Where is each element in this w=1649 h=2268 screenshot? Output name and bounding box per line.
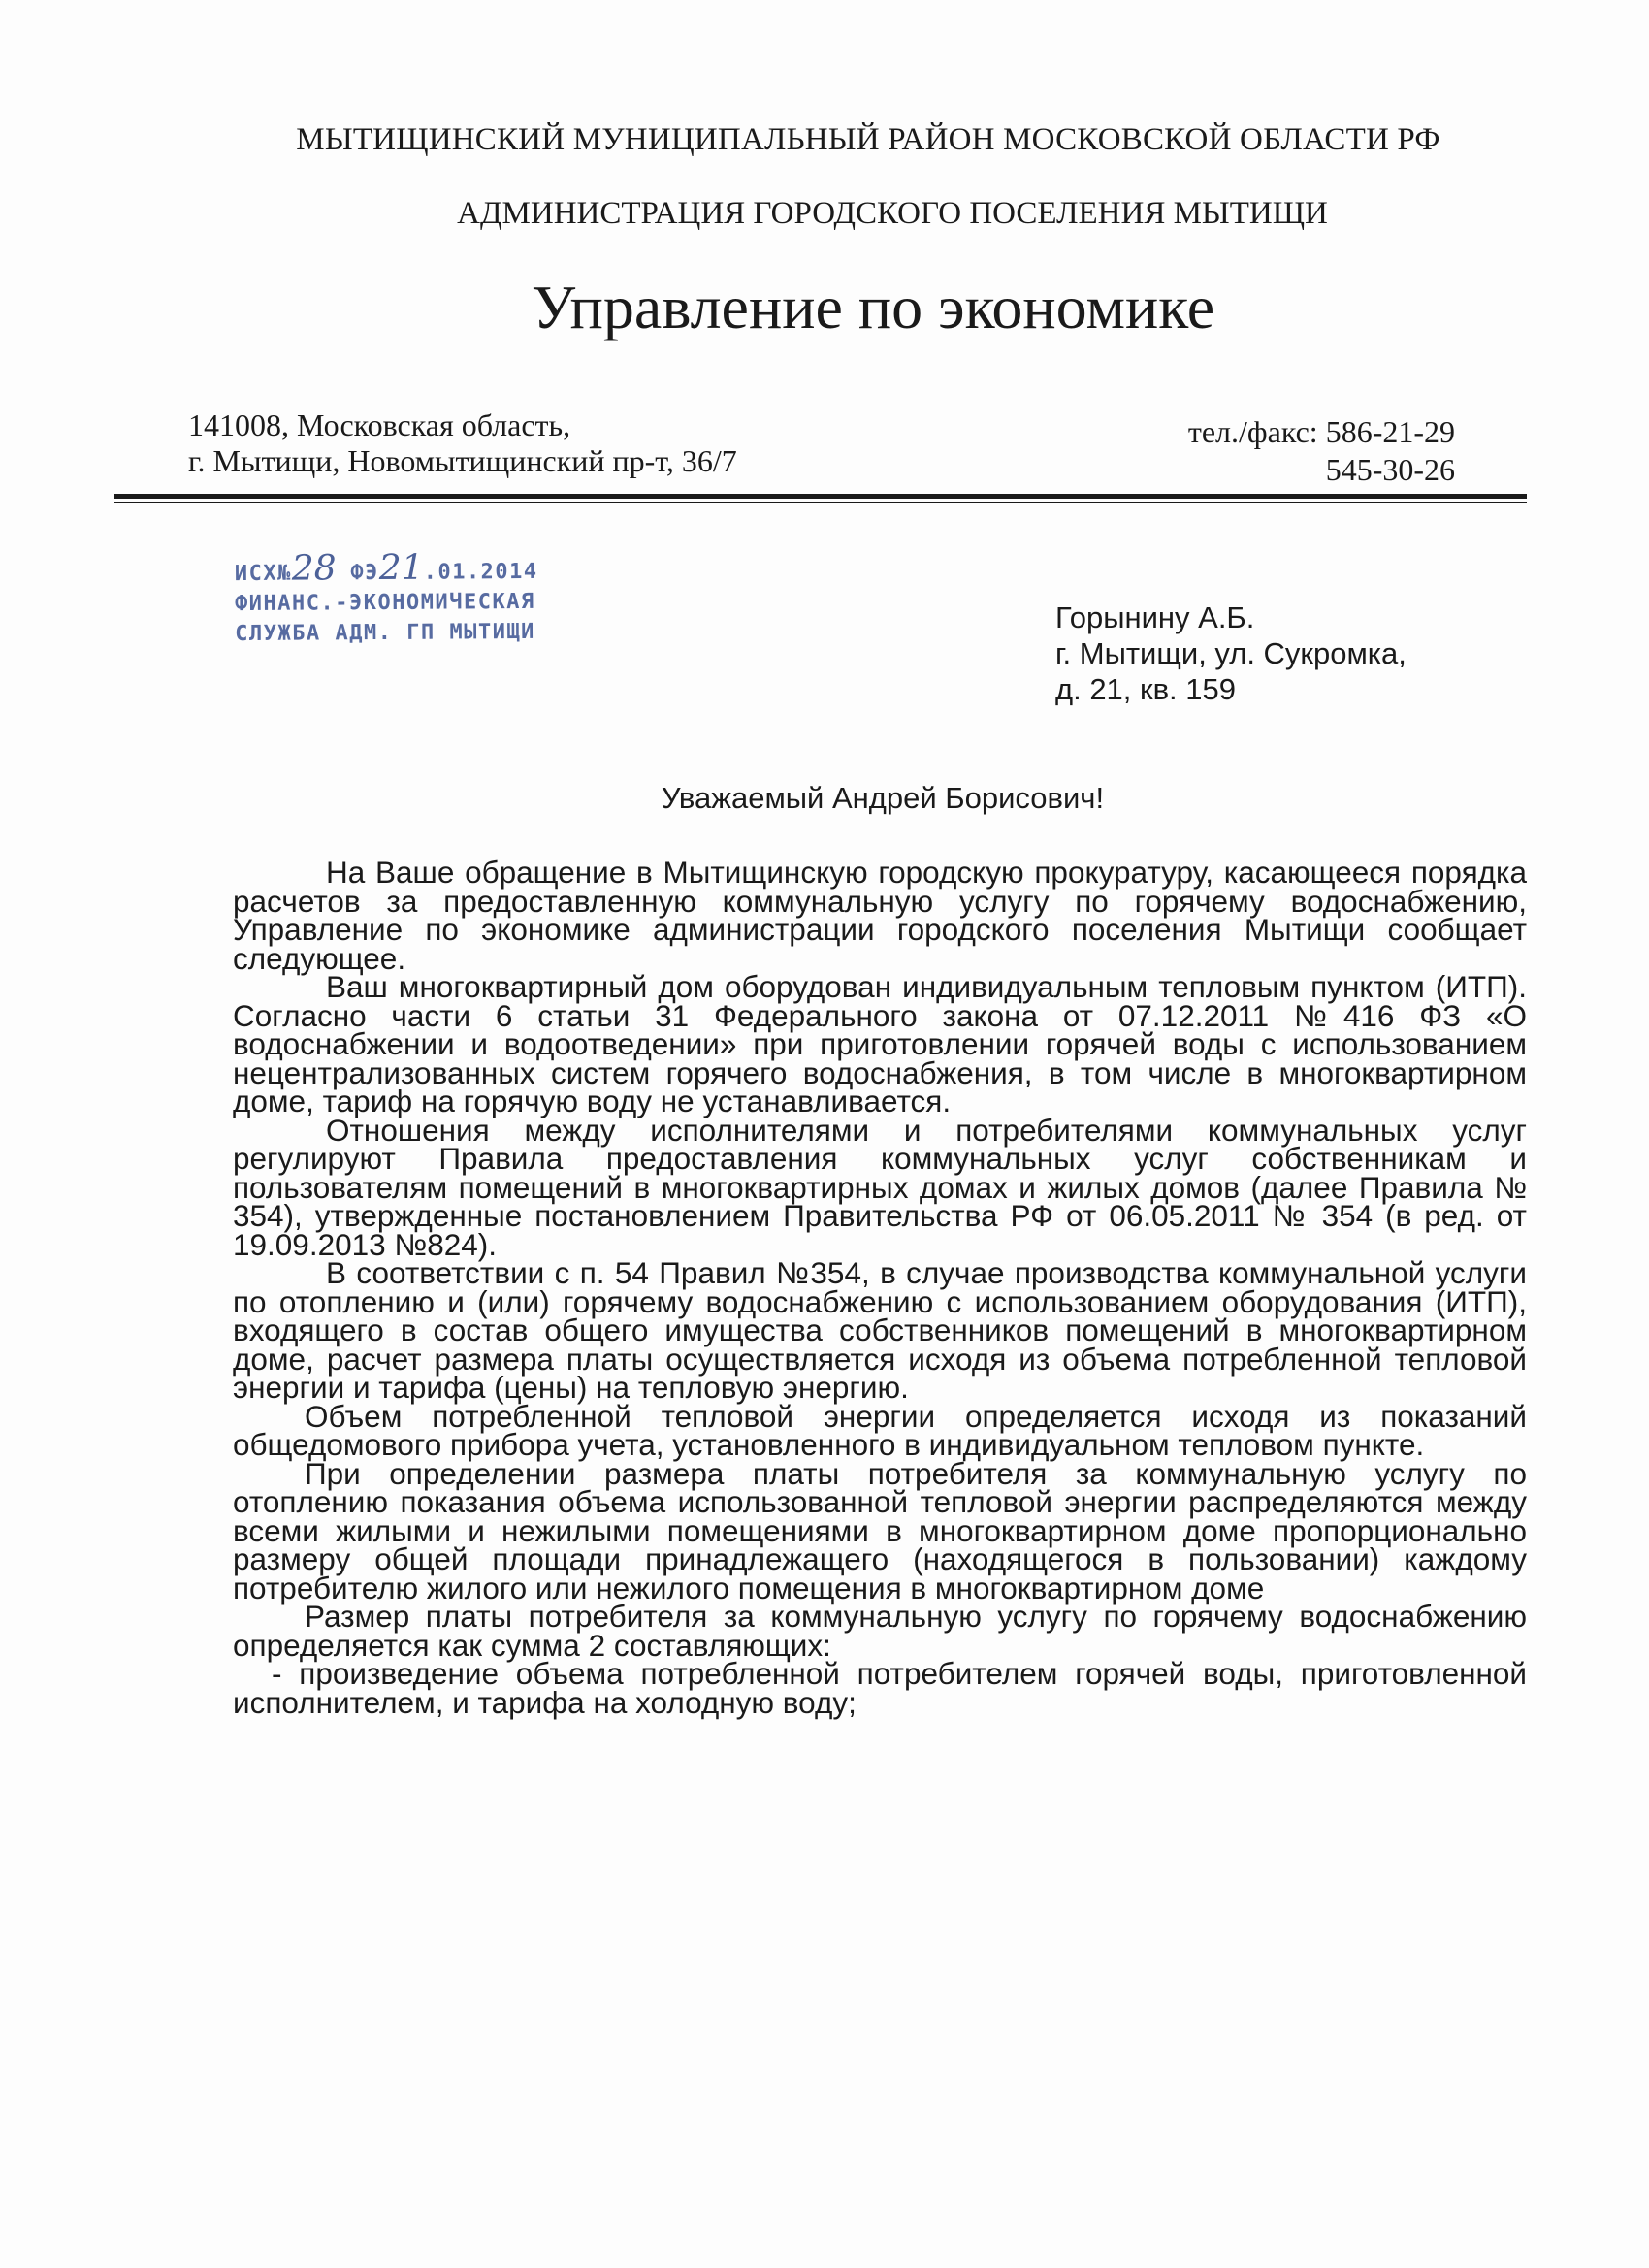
stamp-day-handwritten: 21 [378,547,424,589]
stamp-number-handwritten: 28 [291,548,337,589]
sender-address-line2: г. Мытищи, Новомытищинский пр-т, 36/7 [188,443,737,478]
body-paragraph-6: При определении размера платы потребителя за коммунальную услугу по отоплению показания объема использованной тепловой энергии распределяются между всеми жилыми и нежилыми помещениями в многоквартирном доме пропорционально размеру общей площади принадлежащего (находящегося в пользовании) каждому потребителю жилого или нежилого помещения в многоквартирном доме [233,1455,1527,1605]
stamp-line3: СЛУЖБА АДМ. ГП МЫТИЩИ [235,619,535,647]
stamp-line2: ФИНАНС.-ЭКОНОМИЧЕСКАЯ [234,589,535,617]
recipient-address-line1: г. Мытищи, ул. Сукромка, [1055,636,1406,670]
letterhead-department: Управление по экономике [531,273,1215,341]
recipient-address-line2: д. 21, кв. 159 [1055,672,1236,706]
letterhead-divider-thick [114,494,1527,499]
stamp-date-suffix: .01.2014 [423,559,538,585]
letterhead-administration: АДМИНИСТРАЦИЯ ГОРОДСКОГО ПОСЕЛЕНИЯ МЫТИЩИ [457,196,1328,231]
recipient-name: Горынину А.Б. [1055,600,1255,634]
letter-body [233,855,1527,1720]
body-list-item-1: - произведение объема потребленной потребителем горячей воды, приготовленной исполнителем, и тарифа на холодную воду; [233,1656,1527,1720]
phone-fax-line2: 545-30-26 [1325,452,1455,487]
body-paragraph-7: Размер платы потребителя за коммунальную услугу по горячему водоснабжению определяется как сумма 2 составляющих: [233,1599,1527,1663]
body-paragraph-1: На Ваше обращение в Мытищинскую городскую прокуратуру, касающееся порядка расчетов за предоставленную коммунальную услугу по горячему водоснабжению, Управление по экономике администрации городского поселения Мытищи сообщает следующее. [233,855,1527,976]
body-paragraph-2: Ваш многоквартирный дом оборудован индивидуальным тепловым пунктом (ИТП). Согласно части 6 статьи 31 Федерального закона от 07.12.2011 №416 ФЗ «О водоснабжении и водоотведении» при приготовлении горячей воды с использованием нецентрализованных систем горячего водоснабжения, в том числе в многоквартирном доме, тариф на горячую воду не устанавливается. [233,969,1527,1118]
stamp-from-prefix: ФЭ [350,561,379,586]
sender-address [188,407,737,479]
letterhead-divider-thin [114,502,1527,503]
salutation: Уважаемый Андрей Борисович! [661,781,1105,815]
body-paragraph-3: Отношения между исполнителями и потребителями коммунальных услуг регулируют Правила предоставления коммунальных услуг собственникам и пользователям помещений в многоквартирных домах и жилых домов (далее Правила № 354), утвержденные постановлением Правительства РФ от 06.05.2011 № 354 (в ред. от 19.09.2013 №824). [233,1112,1527,1262]
letterhead-district: МЫТИЩИНСКИЙ МУНИЦИПАЛЬНЫЙ РАЙОН МОСКОВСКОЙ ОБЛАСТИ РФ [296,122,1440,157]
sender-phones [1188,413,1455,489]
body-paragraph-4: В соответствии с п. 54 Правил №354, в случае производства коммунальной услуги по отоплению и (или) горячему водоснабжению с использованием оборудования (ИТП), входящего в состав общего имущества собственников помещений в многоквартирном доме, расчет размера платы осуществляется исходя из объема потребленной тепловой энергии и тарифа (цены) на тепловую энергию. [233,1255,1527,1405]
stamp-outgoing-prefix: ИСХ№ [234,561,292,587]
sender-address-line1: 141008, Московская область, [188,407,571,442]
registration-stamp [234,547,539,649]
phone-fax-line1: тел./факс: 586-21-29 [1187,414,1455,449]
recipient-block [1055,599,1406,707]
body-paragraph-5: Объем потребленной тепловой энергии определяется исходя из показаний общедомового прибора учета, установленного в индивидуальном тепловом пункте. [233,1398,1527,1462]
stamp-outgoing-line [234,547,538,589]
